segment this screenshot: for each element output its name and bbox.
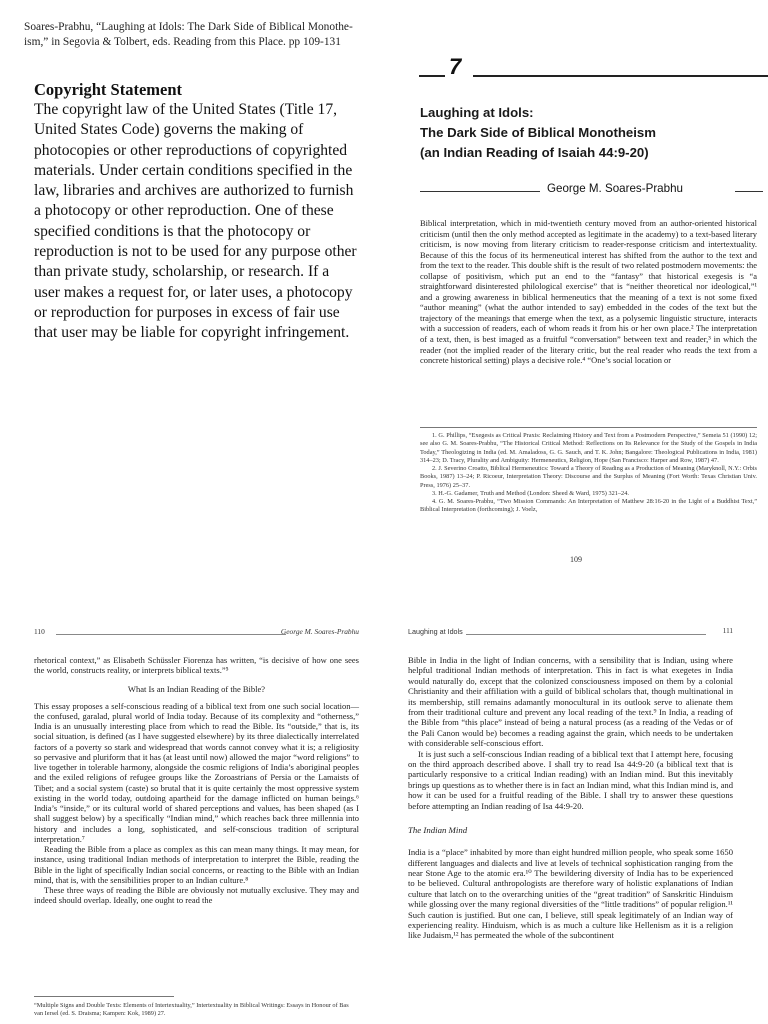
page-109-footnotes [420,432,757,515]
footnote-3: 3. H.-G. Gadamer, Truth and Method (London: Sheed & Ward, 1975) 321–24. [432,489,629,497]
page-number-109: 109 [570,555,582,564]
page-111-header [408,627,733,641]
page-number-111: 111 [722,627,733,635]
chapter-title-line-1: Laughing at Idols: [420,105,534,120]
footnote-4: 4. G. M. Soares-Prabhu, “Two Mission Commands: An Interpretation of Matthew 28:16-20 in the Light of a Buddhist Text,” Biblical Interpretation (forthcoming); J. Voelz, [420,498,757,514]
footnote-divider [34,996,174,997]
copyright-text: The copyright law of the United States (Title 17, United States Code) governs the making of photocopies or other reproductions of copyrighted materials. Under certain conditions specified in the law, libraries and archives are authorized to furnish a photocopy or other reproduction. One of these specified conditions is that the photocopy or reproduction is not to be used for any purpose other than private study, scholarship, or research. If a user makes a request for, or later uses, a photocopy or reproduction for purposes in excess of fair use that user may be liable for copyright infringement. [34,101,357,342]
page-110-paragraph-3: Reading the Bible from a place as complex as this can mean many things. It may mean, for instance, using traditional Indian methods of interpretation to interpret the Bible, reading the Bible in the light of specifically Indian social concerns, or reacting to the Bible with an Indian mind, that is, with the sensibilities proper to an Indian culture.⁸ [34,844,359,885]
footnote-continued: “Multiple Signs and Double Texts: Elements of Intertextuality,” Intertextuality in Biblical Writings: Essays in Honour of Bas van Iersel (ed. S. Draisma; Kampen: Kok, 1989) 27. [34,1002,349,1017]
page-110-body [34,655,359,906]
copyright-statement [34,80,359,344]
copyright-heading: Copyright Statement [34,80,183,99]
section-heading-indian-mind: The Indian Mind [408,825,468,836]
chapter-title [420,103,755,163]
page-111-paragraph-2: It is just such a self-conscious Indian reading of a biblical text that I attempt here, focusing on the third approach described above. I shall try to read Isa 44:9-20 (a biblical text that is particularly responsive to a critical Indian reading) with an Indian mind. But this inevitably brings up questions as to whether there is in fact an Indian mind, what this Indian mind is, and how it can be used for a fruitful reading of the Bible. I shall try to answer these questions before attempting an Indian reading of Isa 44:9-20. [408,748,733,811]
header-rule [56,634,286,635]
footnote-divider [420,427,757,428]
chapter-rule-right [473,75,768,77]
running-head: Laughing at Idols [408,627,463,636]
page-110-paragraph-4: These three ways of reading the Bible are obviously not mutually exclusive. They may and indeed should overlap. Ideally, one ought to read the [34,885,359,906]
page-111-body [408,655,733,941]
chapter-number-banner [419,56,768,82]
chapter-number: 7 [449,54,462,79]
section-heading: What Is an Indian Reading of the Bible? [127,683,266,694]
citation-line-2: ism,” in Segovia & Tolbert, eds. Reading from this Place. pp 109-131 [24,36,341,48]
chapter-title-line-2: The Dark Side of Biblical Monotheism [420,125,656,140]
page-110-header [34,627,359,641]
footnote-1: 1. G. Phillips, “Exegesis as Critical Praxis: Reclaiming History and Text from a Postmodern Perspective,” Semeia 51 (1990) 12; see also G. M. Soares-Prabhu, “The Historical Critical Method: Reflections on Its Relevance for the Study of the Gospels in India Today,” Theologizing in India (ed. M. Amaladoss, G. G. Sauch, and T. K. John; Bangalore: Theological Publications in India, 1981) 314–23; D. Tracy, Plurality and Ambiguity: Hermeneutics, Religion, Hope (San Francisco: Harper and Row, 1987) 47. [420,432,757,464]
header-rule [466,634,706,635]
citation-line-1: Soares-Prabhu, “Laughing at Idols: The Dark Side of Biblical Monothe- [24,21,353,33]
chapter-title-line-3: (an Indian Reading of Isaiah 44:9-20) [420,145,649,160]
chapter-author [420,180,765,200]
footnote-2: 2. J. Severino Croatto, Biblical Hermeneutics: Toward a Theory of Reading as a Production of Meaning (Maryknoll, N.Y.: Orbis Books, 1987) 13–24; P. Ricoeur, Interpretation Theory: Discourse and the Surplus of Meaning (Fort Worth: Texas Christian Univ. Press, 1976) 25–37. [420,465,757,489]
page-110-footnotes [34,1002,359,1018]
page-110-paragraph-2: This essay proposes a self-conscious reading of a biblical text from one such social location—the confused, garalad, plural world of India today. Because of its complexity and “otherness,” India is an unusually interesting place from which to read the Bible. Its “outside,” that is, its social situation, is defined (as I have suggested elsewhere) by its three dialectically interrelated factors of a poverty so stark and widespread that words cannot convey what it is; a religiosity so pervasive and pluriform that it has (at least until now) allowed the major “word religions” to live together in tolerable harmony, alongside the cosmic religions of India’s aboriginal peoples and the exiled religions of refugee groups like the Zoroastrians of Persia or the Lamaists of Tibet; and a social system (caste) so brutal that it is quite certainly the most oppressive system existing in the world today, outdoing apartheid for the damage inflicted on human beings.⁶ India’s “inside,” or its cultural world of shared perceptions and values, has been shaped (as I shall suggest below) by a specifically “Indian mind,” which reaches back three millennia into history and includes a long, sophisticated, and self-conscious tradition of scriptural interpretation.⁷ [34,700,359,844]
page-111-paragraph-1: Bible in India in the light of Indian concerns, with a sensibility that is Indian, using where helpful traditional Indian methods of interpretation. This in fact is what exegetes in India would naturally do, except that the colonized consciousness imposed on them by a colonial Christianity and their affiliation with a guild of biblical scholars that, though multinational in its membership, still remains adamantly monocultural in its outlook serve to alienate them from their traditional culture and prevent any local reading of the text.⁹ In India, a reading of the Bible from “this place” instead of being a natural process (as a reading of the Vedas or of the Pali Canon would be) becomes a reading against the grain, which needs to be undertaken with considerable self-conscious effort. [408,655,733,749]
page-111-paragraph-3: India is a “place” inhabited by more than eight hundred million people, who speak some 1650 different languages and dialects and live at levels of technical sophistication ranging from the near Stone Age to the atomic era.¹⁰ The bewildering diversity of India has to be experienced to be believed. Cultural anthropologists are therefore wary of holistic explanations of Indian culture that latch on to the overarching unities of the “great tradition” of Sanskritic Hinduism while glossing over the many regional diversities of the “little traditions” of popular religion.¹¹ Such caution is justified. But one can, I believe, still speak legitimately of an Indian way of experiencing reality. Hinduism, which is as much a culture like Hellenism as it is a religion like Judaism,¹² has permeated the whole of the subcontinent [408,847,733,941]
page-109-paragraph: Biblical interpretation, which in mid-twentieth century moved from an author-oriented historical criticism (until then the only method accepted as legitimate in the academy) to a text-based literary criticism, is now moving from literary criticism to reader-response criticism and intertextuality. Because of this the focus of its hermeneutical interest has shifted from the author to the text and from the text to the reader. This double shift is the result of two related postmodern movements: the collapse of positivism, which put an end to the “fantasy” that historical exegesis is “a straightforward disinterested philological exercise” that is “neither theoretical nor ideological,”¹ and a growing awareness in biblical hermeneutics that the meaning of a text is not some fixed “author meaning” (what the author intended to say) embedded in the codes of the text but the trajectory of the meanings that emerge when the text, as a polysemic linguistic structure, interacts with a succession of readers, each of whom reads it from his or her own place.² The interpretation of a text, then, is best imaged as a fruitful “conversation” between text and reader,³ in which the reader (not the implied reader of the literary critic, but the real reader who reads the text from a concrete historical setting) plays a decisive role.⁴ “One’s social location or [420,218,757,366]
author-rule-right [735,191,763,192]
author-name: George M. Soares-Prabhu [547,182,683,195]
page-number-110: 110 [34,627,45,636]
running-head: George M. Soares-Prabhu [280,627,359,636]
chapter-rule-left [419,75,445,77]
page-110-paragraph-1: rhetorical context,” as Elisabeth Schüssler Fiorenza has written, “is decisive of how one sees the world, constructs reality, or interprets biblical texts.”⁵ [34,655,359,676]
citation-header [24,20,369,50]
page-109-body [420,218,757,366]
author-rule-left [420,191,540,192]
